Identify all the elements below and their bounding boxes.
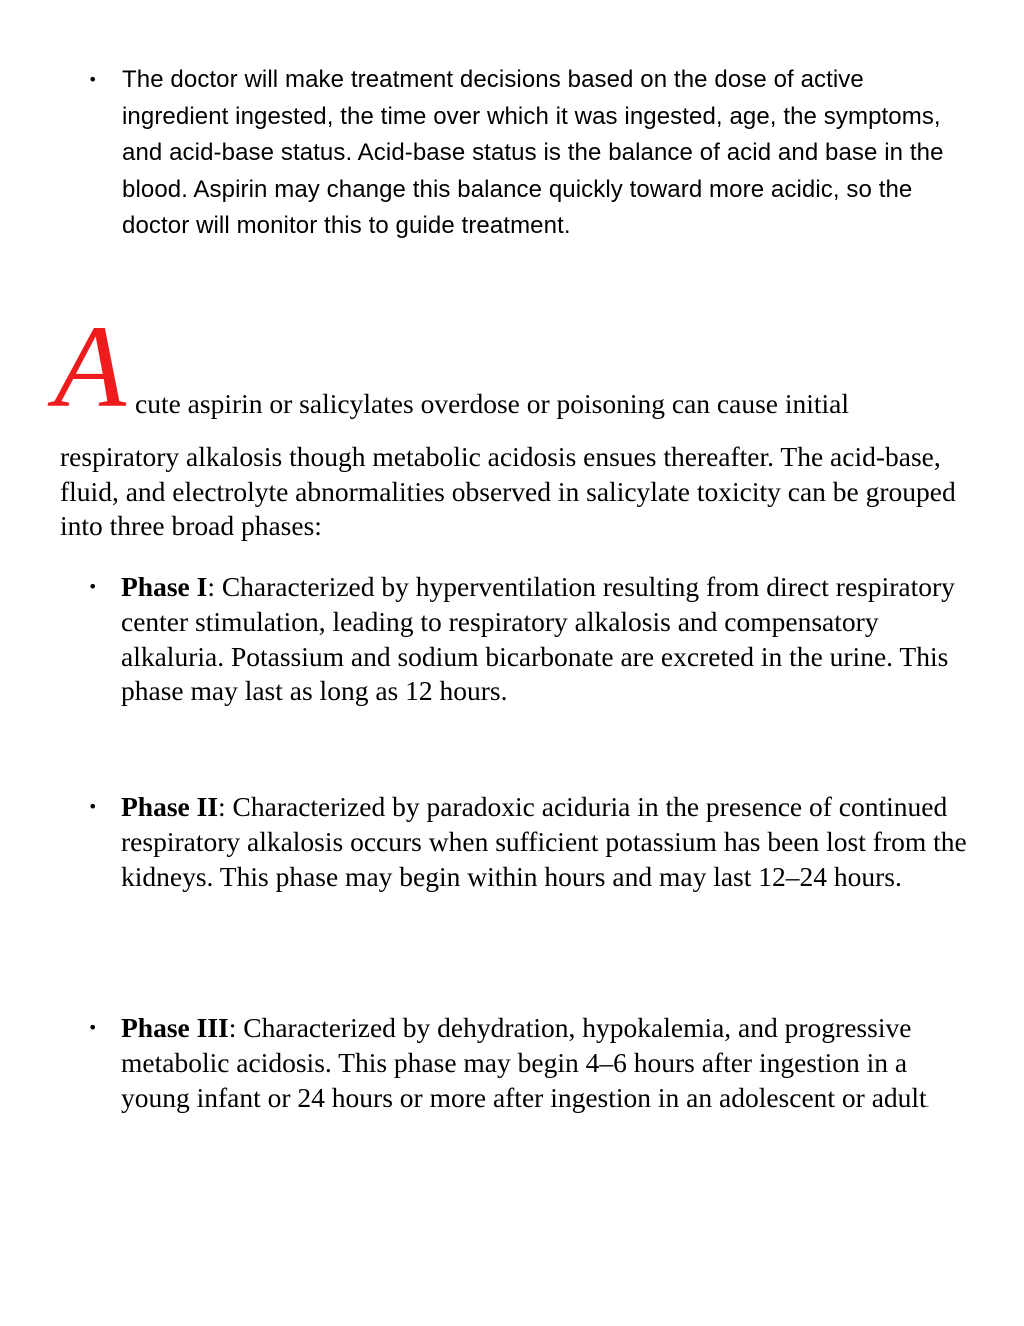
intro-first-line-text: cute aspirin or salicylates overdose or poisoning can cause initial [135,388,850,419]
phase-2-description: : Characterized by paradoxic aciduria in the presence of continued respiratory alkalosis occurs when sufficient potassium has been lost from the kidneys. This phase may begin within hours and may last 12–24 hours. [121,791,967,892]
phase-2-text [121,790,968,894]
intro-body-text: respiratory alkalosis though metabolic acidosis ensues thereafter. The acid-base, fluid, and electrolyte abnormalities observed in salicylate toxicity can be grouped into three broad phases: [60,441,956,541]
bullet-icon: • [88,70,98,89]
footnote-mark: . [926,1098,929,1109]
phase-2-bullet [88,790,968,894]
phase-3-bullet [88,1011,968,1121]
bullet-icon: • [88,1018,98,1037]
phase-1-text [121,570,968,709]
bullet-icon: • [88,797,98,816]
drop-cap: A [54,301,127,432]
intro-first-line [54,301,960,440]
phase-1-bullet [88,570,968,709]
bullet-icon: • [88,577,98,596]
treatment-decisions-bullet [88,62,968,245]
phase-3-title: Phase III [121,1012,229,1043]
phase-1-title: Phase I [121,571,208,602]
phase-2-title: Phase II [121,791,219,822]
intro-paragraph [54,301,960,544]
phase-1-description: : Characterized by hyperventilation resulting from direct respiratory center stimulation, leading to respiratory alkalosis and compensatory alkaluria. Potassium and sodium bicarbonate are excreted in the urine. This phase may last as long as 12 hours. [121,571,955,707]
phase-3-text [121,1011,968,1121]
phase-3-description: : Characterized by dehydration, hypokalemia, and progressive metabolic acidosis. This phase may begin 4–6 hours after ingestion in a young infant or 24 hours or more after ingestion in an adolescent or adult [121,1012,927,1113]
bullet-text: The doctor will make treatment decisions based on the dose of active ingredient ingested, the time over which it was ingested, age, the symptoms, and acid-base status. Acid-base status is the balance of acid and base in the blood. Aspirin may change this balance quickly toward more acidic, so the doctor will monitor this to guide treatment. [122,66,944,239]
